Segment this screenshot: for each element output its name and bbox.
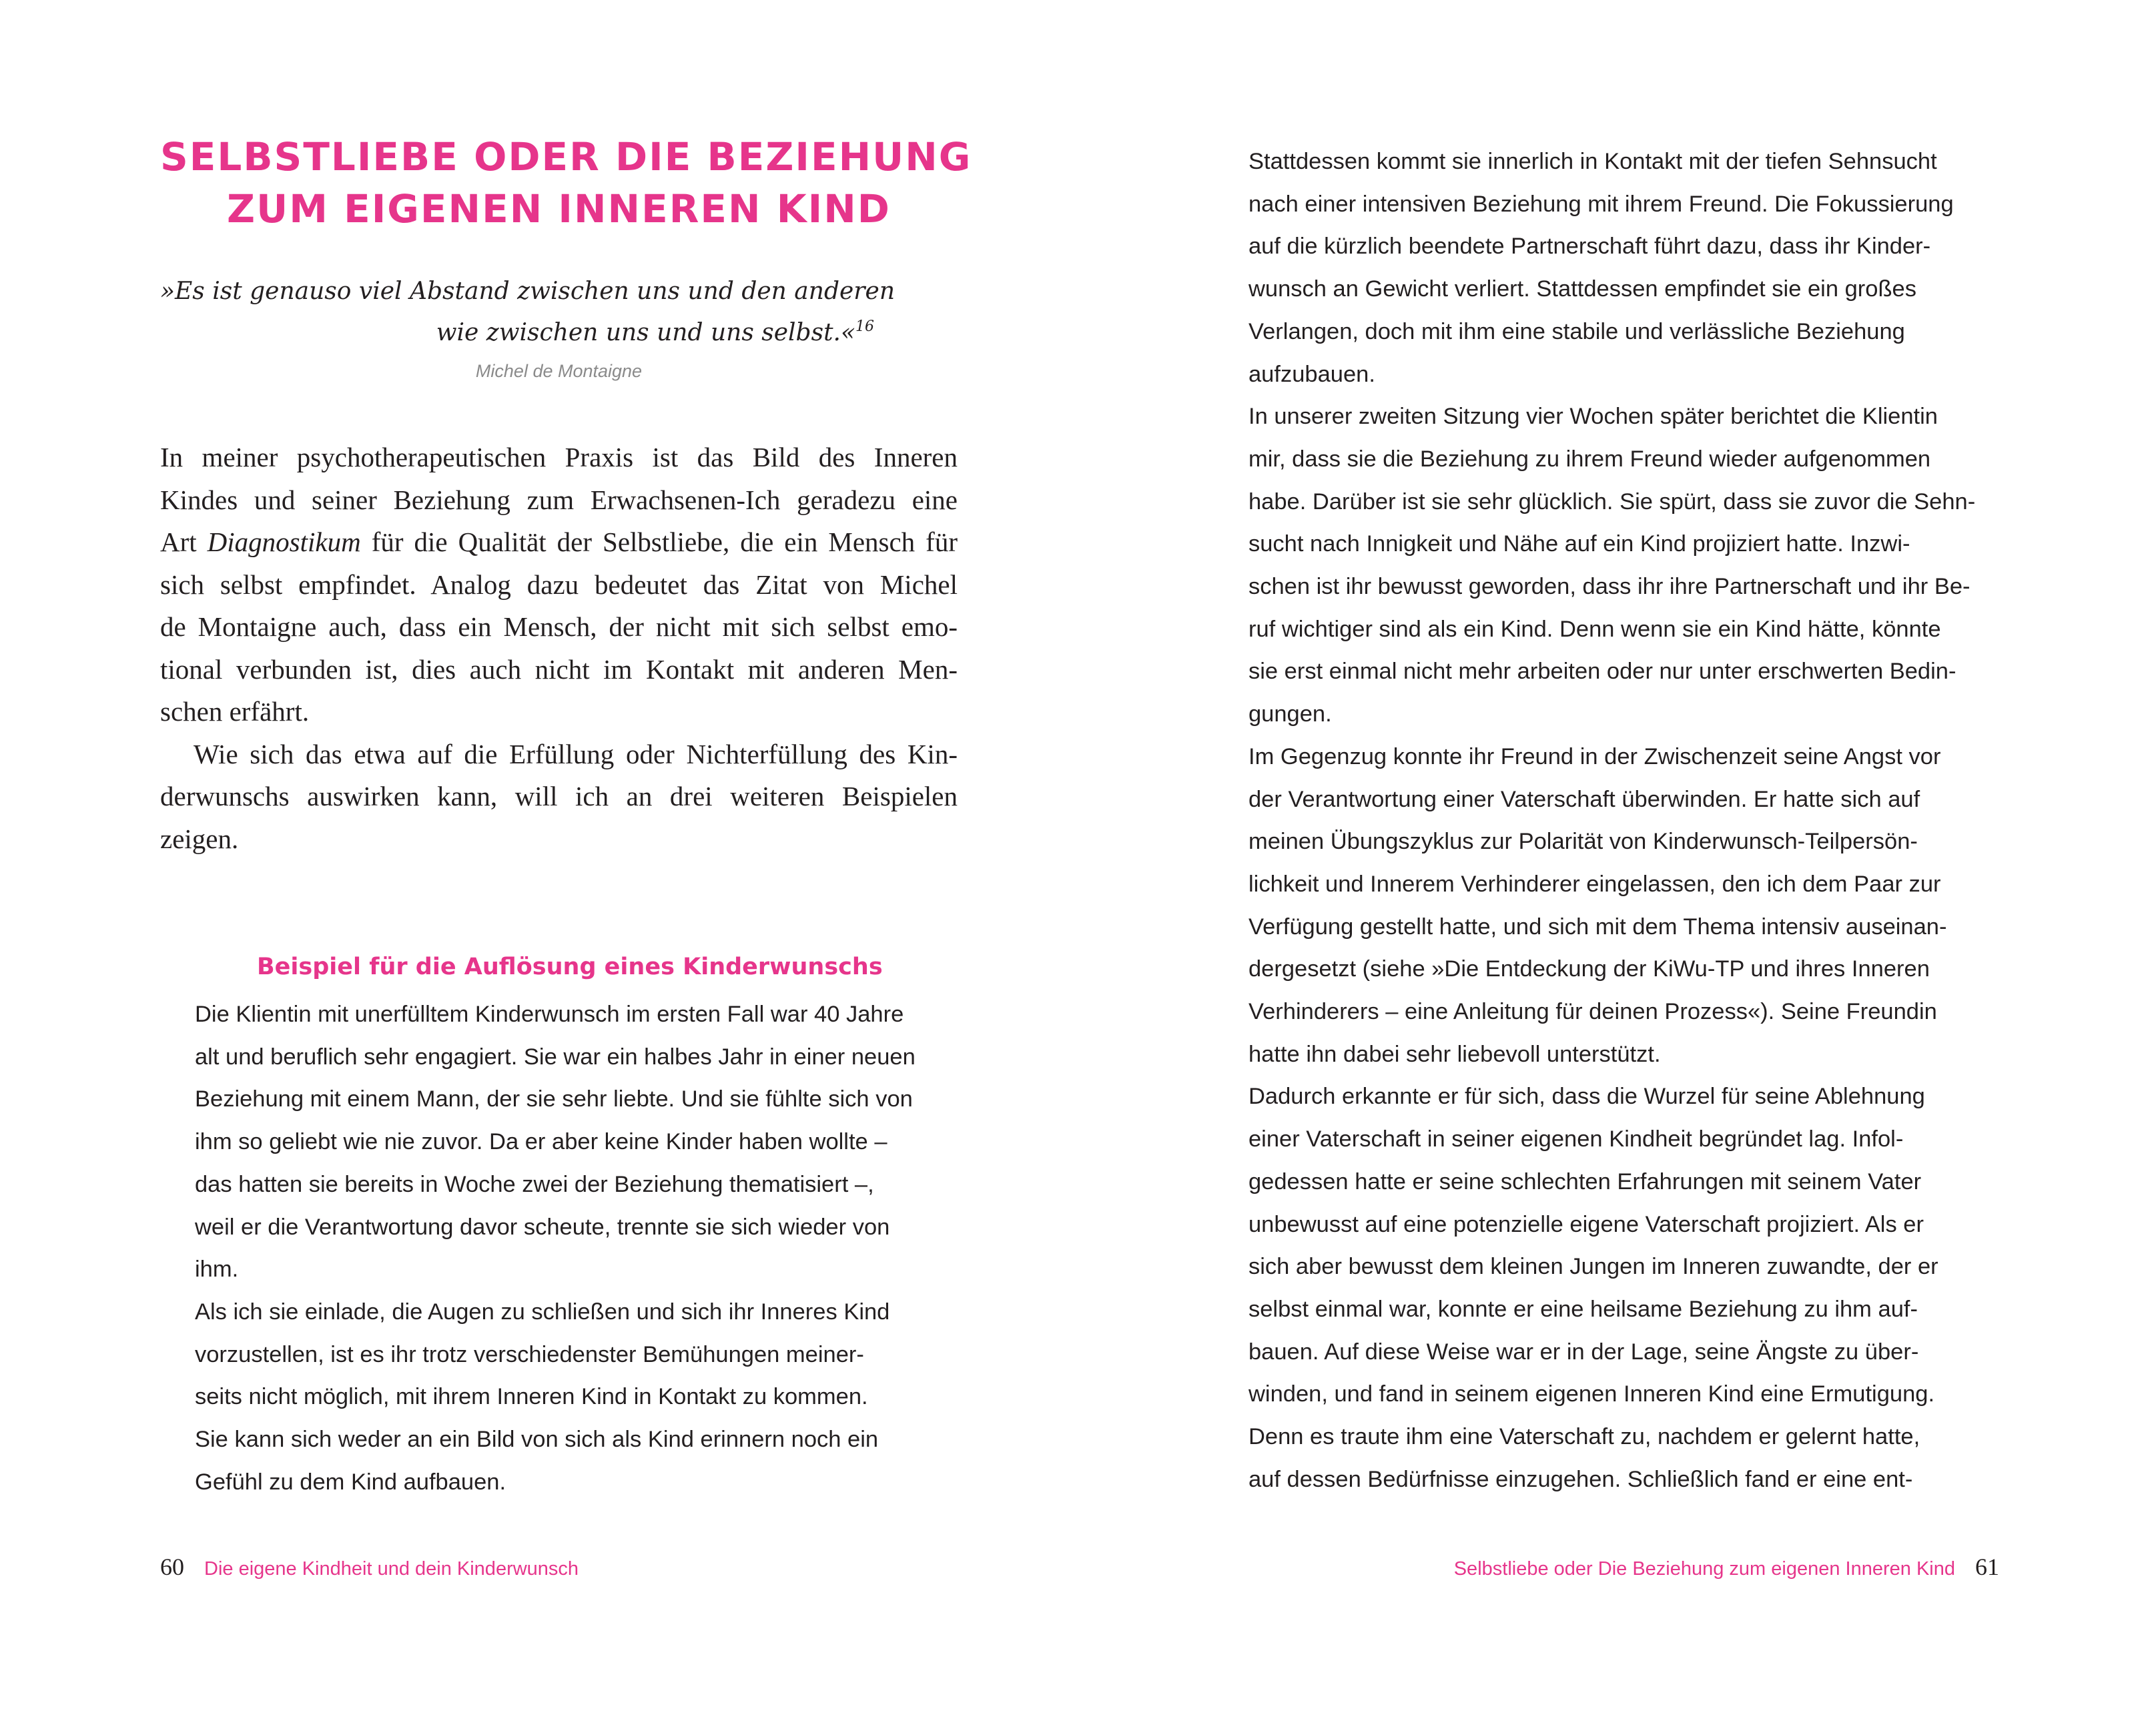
text-line: Gefühl zu dem Kind aufbauen.	[195, 1469, 506, 1495]
text-run: Art	[160, 527, 208, 557]
text-line: Stattdessen kommt sie innerlich in Kontakt mit der tiefen Sehnsucht	[1248, 149, 1937, 174]
text-line: das hatten sie bereits in Woche zwei der Beziehung thematisiert –,	[195, 1171, 874, 1197]
epigraph-line: »Es ist genauso viel Abstand zwischen uns und den anderen	[160, 278, 895, 305]
text-line: habe. Darüber ist sie sehr glücklich. Sie spürt, dass sie zuvor die Sehn-	[1248, 488, 1976, 514]
text-line: Wie sich das etwa auf die Erfüllung oder Nichterfüllung des Kin-	[194, 738, 958, 769]
text-line: winden, und fand in seinem eigenen Inneren Kind eine Ermutigung.	[1248, 1381, 1935, 1407]
text-line	[160, 521, 958, 564]
text-line: ihm.	[195, 1257, 239, 1283]
text-line: auf die kürzlich beendete Partnerschaft führt dazu, dass ihr Kinder-	[1248, 234, 1931, 260]
text-line: einer Vaterschaft in seiner eigenen Kindheit begründet lag. Infol-	[1248, 1126, 1904, 1152]
text-line: schen erfährt.	[160, 696, 310, 727]
text-line: Als ich sie einlade, die Augen zu schließen und sich ihr Inneres Kind	[195, 1299, 890, 1325]
epigraph-author: Michel de Montaigne	[475, 361, 643, 381]
text-line: Im Gegenzug konnte ihr Freund in der Zwischenzeit seine Angst vor	[1248, 743, 1941, 769]
text-line: Verhinderers – eine Anleitung für deinen Prozess«). Seine Freundin	[1248, 999, 1937, 1025]
text-line: Verfügung gestellt hatte, und sich mit dem Thema intensiv auseinan-	[1248, 914, 1947, 940]
text-run: für die Qualität der Selbstliebe, die ein Mensch für	[360, 527, 958, 557]
text-line: ruf wichtiger sind als ein Kind. Denn wenn sie ein Kind hätte, könnte	[1248, 616, 1941, 642]
text-line: seits nicht möglich, mit ihrem Inneren Kind in Kontakt zu kommen.	[195, 1384, 868, 1410]
text-line: Denn es traute ihm eine Vaterschaft zu, nachdem er gelernt hatte,	[1248, 1424, 1920, 1450]
text-line: ihm so geliebt wie nie zuvor. Da er aber keine Kinder haben wollte –	[195, 1129, 887, 1155]
text-line: zeigen.	[160, 823, 239, 854]
text-line: alt und beruflich sehr engagiert. Sie war ein halbes Jahr in einer neuen	[195, 1044, 916, 1070]
text-line: sich selbst empfindet. Analog dazu bedeutet das Zitat von Michel	[160, 569, 958, 600]
continued-text	[1248, 141, 1975, 1501]
footnote-marker: 16	[855, 318, 874, 335]
right-page	[1078, 0, 2156, 1717]
epigraph-quote	[160, 271, 895, 354]
text-line: aufzubauen.	[1248, 361, 1375, 387]
page-number: 60	[160, 1554, 184, 1580]
text-line: der Verantwortung einer Vaterschaft überwinden. Er hatte sich auf	[1248, 786, 1920, 812]
text-line: In unserer zweiten Sitzung vier Wochen später berichtet die Klientin	[1248, 404, 1938, 430]
text-line: de Montaigne auch, dass ein Mensch, der nicht mit sich selbst emo-	[160, 611, 958, 642]
text-line: hatte ihn dabei sehr liebevoll unterstützt.	[1248, 1041, 1661, 1067]
text-line: derwunschs auswirken kann, will ich an drei weiteren Beispielen	[160, 781, 958, 811]
text-line: unbewusst auf eine potenzielle eigene Vaterschaft projiziert. Als er	[1248, 1211, 1924, 1237]
text-line: meinen Übungszyklus zur Polarität von Kinderwunsch-Teilpersön-	[1248, 829, 1918, 855]
page-footer	[1454, 1552, 1999, 1584]
section-subheading: Beispiel für die Auflösung eines Kinderwunschs	[257, 954, 883, 980]
text-line: Dadurch erkannte er für sich, dass die Wurzel für seine Ablehnung	[1248, 1084, 1925, 1110]
italic-term: Diagnostikum	[207, 527, 361, 557]
text-line: gedessen hatte er seine schlechten Erfahrungen mit seinem Vater	[1248, 1168, 1922, 1194]
text-line: sich aber bewusst dem kleinen Jungen im Inneren zuwandte, der er	[1248, 1254, 1938, 1280]
text-line: In meiner psychotherapeutischen Praxis ist das Bild des Inneren	[160, 442, 958, 472]
text-line: Verlangen, doch mit ihm eine stabile und verlässliche Beziehung	[1248, 318, 1905, 344]
text-line: bauen. Auf diese Weise war er in der Lage, seine Ängste zu über-	[1248, 1339, 1919, 1365]
text-line: mir, dass sie die Beziehung zu ihrem Freund wieder aufgenommen	[1248, 446, 1931, 472]
page-number: 61	[1975, 1554, 1999, 1580]
text-line: nach einer intensiven Beziehung mit ihrem Freund. Die Fokussierung	[1248, 191, 1954, 217]
text-line: Sie kann sich weder an ein Bild von sich als Kind erinnern noch ein	[195, 1427, 879, 1453]
text-line: tional verbunden ist, dies auch nicht im Kontakt mit anderen Men-	[160, 653, 958, 685]
chapter-heading-line: ZUM EIGENEN INNEREN KIND	[227, 186, 891, 232]
text-line: vorzustellen, ist es ihr trotz verschiedenster Bemühungen meiner-	[195, 1341, 864, 1367]
running-head: Die eigene Kindheit und dein Kinderwunsch	[204, 1558, 579, 1580]
text-line: auf dessen Bedürfnisse einzugehen. Schließlich fand er eine ent-	[1248, 1466, 1913, 1492]
text-line: dergesetzt (siehe »Die Entdeckung der KiWu-TP und ihres Inneren	[1248, 956, 1930, 982]
chapter-heading	[160, 131, 972, 235]
text-line: schen ist ihr bewusst geworden, dass ihr ihre Partnerschaft und ihr Be-	[1248, 574, 1970, 600]
text-line: sie erst einmal nicht mehr arbeiten oder nur unter erschwerten Bedin-	[1248, 659, 1956, 685]
text-line: sucht nach Innigkeit und Nähe auf ein Kind projiziert hatte. Inzwi-	[1248, 531, 1910, 557]
text-line: Die Klientin mit unerfülltem Kinderwunsch im ersten Fall war 40 Jahre	[195, 1002, 904, 1027]
running-head: Selbstliebe oder Die Beziehung zum eigenen Inneren Kind	[1453, 1558, 1955, 1580]
chapter-heading-line: SELBSTLIEBE ODER DIE BEZIEHUNG	[160, 134, 972, 180]
page-footer	[160, 1552, 579, 1584]
text-line: lichkeit und Innerem Verhinderer eingelassen, den ich dem Paar zur	[1248, 871, 1941, 897]
intro-paragraph	[160, 436, 958, 860]
text-line: weil er die Verantwortung davor scheute, trennte sie sich wieder von	[195, 1214, 890, 1240]
example-text	[195, 994, 916, 1503]
text-line: Kindes und seiner Beziehung zum Erwachsenen-Ich geradezu eine	[160, 484, 958, 515]
text-line: gungen.	[1248, 701, 1332, 727]
epigraph-line	[160, 312, 874, 354]
text-line: Beziehung mit einem Mann, der sie sehr liebte. Und sie fühlte sich von	[195, 1086, 913, 1112]
text-line: wunsch an Gewicht verliert. Stattdessen empfindet sie ein großes	[1248, 276, 1916, 302]
epigraph-line-text: wie zwischen uns und uns selbst.«	[436, 319, 855, 346]
text-line: selbst einmal war, konnte er eine heilsame Beziehung zu ihm auf-	[1248, 1296, 1918, 1322]
